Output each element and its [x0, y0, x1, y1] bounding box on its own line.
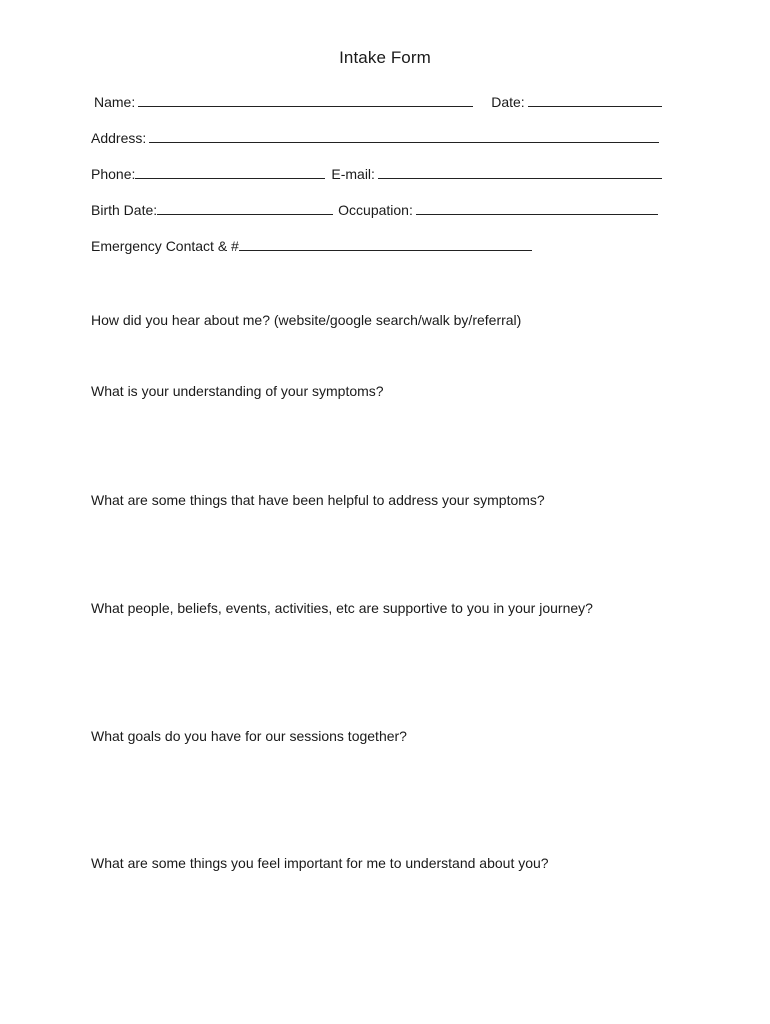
address-label: Address: [91, 130, 147, 146]
name-date-row [94, 94, 662, 110]
email-field[interactable] [378, 166, 662, 179]
date-label: Date: [491, 94, 525, 110]
question-helpful-things: What are some things that have been helpful to address your symptoms? [91, 492, 545, 508]
email-label: E-mail: [331, 166, 375, 182]
emergency-contact-field[interactable] [239, 238, 532, 251]
birth-date-field[interactable] [157, 202, 333, 215]
birth-date-label: Birth Date: [91, 202, 158, 218]
occupation-field[interactable] [416, 202, 658, 215]
phone-field[interactable] [135, 166, 325, 179]
question-important-to-understand: What are some things you feel important for me to understand about you? [91, 855, 549, 871]
page-title: Intake Form [339, 48, 431, 67]
address-row [91, 130, 659, 146]
question-supportive-people: What people, beliefs, events, activities, etc are supportive to you in your journey? [91, 600, 593, 616]
emergency-row [91, 238, 532, 254]
name-field[interactable] [138, 94, 473, 107]
question-how-heard: How did you hear about me? (website/google search/walk by/referral) [91, 312, 522, 328]
occupation-label: Occupation: [338, 202, 413, 218]
date-field[interactable] [528, 94, 662, 107]
emergency-contact-label: Emergency Contact & # [91, 238, 239, 254]
question-session-goals: What goals do you have for our sessions together? [91, 728, 407, 744]
phone-label: Phone: [91, 166, 136, 182]
question-symptom-understanding: What is your understanding of your symptoms? [91, 383, 384, 399]
phone-email-row [91, 166, 662, 182]
birth-occupation-row [91, 202, 658, 218]
address-field[interactable] [149, 130, 659, 143]
name-label: Name: [94, 94, 136, 110]
